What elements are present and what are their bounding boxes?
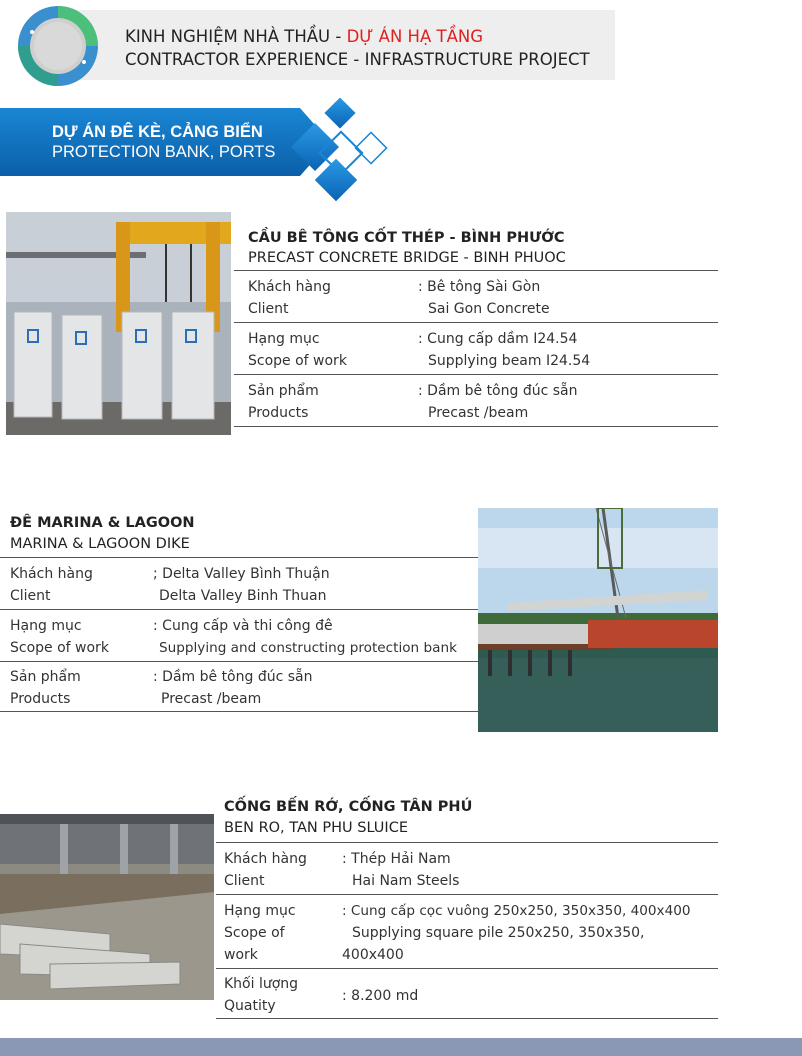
value-client-en: Delta Valley Binh Thuan <box>159 588 327 604</box>
value-products-en: Precast /beam <box>161 691 262 707</box>
label-products-en: Products <box>248 405 309 421</box>
divider <box>234 426 718 427</box>
divider <box>0 609 478 610</box>
divider <box>0 661 478 662</box>
divider <box>216 894 718 895</box>
value-products-en: Precast /beam <box>428 405 529 421</box>
value-scope-en-2: 400x400 <box>342 947 404 963</box>
header-title-en: CONTRACTOR EXPERIENCE - INFRASTRUCTURE PROJECT <box>125 50 590 69</box>
divider <box>234 374 718 375</box>
project-1-title-en: PRECAST CONCRETE BRIDGE - BINH PHUOC <box>248 250 566 266</box>
label-scope-vi: Hạng mục <box>10 618 82 634</box>
value-client-vi: : Bê tông Sài Gòn <box>418 279 541 295</box>
label-scope-vi: Hạng mục <box>248 331 320 347</box>
value-client-vi: ; Delta Valley Bình Thuận <box>153 566 330 582</box>
label-scope-en: Scope of work <box>248 353 347 369</box>
section-title-en: PROTECTION BANK, PORTS <box>52 143 276 161</box>
header-title-vi: KINH NGHIỆM NHÀ THẦU - <box>125 27 347 46</box>
label-scope-en: Scope of <box>224 925 285 941</box>
photo-precast-beams <box>6 212 231 435</box>
divider <box>0 711 478 712</box>
label-quantity-en: Quatity <box>224 998 276 1014</box>
divider <box>234 270 718 271</box>
value-scope-vi: : Cung cấp và thi công đê <box>153 618 333 634</box>
label-client-vi: Khách hàng <box>224 851 307 867</box>
label-client-vi: Khách hàng <box>10 566 93 582</box>
value-products-vi: : Dầm bê tông đúc sẵn <box>418 383 578 399</box>
photo-marina-dike <box>478 508 718 732</box>
project-2-title-vi: ĐÊ MARINA & LAGOON <box>10 515 195 531</box>
section-title <box>52 122 275 162</box>
project-1-title-vi: CẦU BÊ TÔNG CỐT THÉP - BÌNH PHƯỚC <box>248 230 565 246</box>
label-client-vi: Khách hàng <box>248 279 331 295</box>
value-scope-vi: : Cung cấp dầm I24.54 <box>418 331 578 347</box>
company-logo <box>14 2 102 90</box>
label-client-en: Client <box>224 873 265 889</box>
label-products-vi: Sản phẩm <box>10 669 81 685</box>
label-client-en: Client <box>248 301 289 317</box>
value-scope-vi: : Cung cấp cọc vuông 250x250, 350x350, 400x400 <box>342 903 691 919</box>
value-scope-en: Supplying beam I24.54 <box>428 353 591 369</box>
value-quantity: : 8.200 md <box>342 988 419 1004</box>
project-2-title-en: MARINA & LAGOON DIKE <box>10 536 190 552</box>
divider <box>216 842 718 843</box>
header-title <box>125 25 590 71</box>
value-scope-en: Supplying square pile 250x250, 350x350, <box>352 925 645 941</box>
value-client-en: Hai Nam Steels <box>352 873 460 889</box>
divider <box>216 1018 718 1019</box>
label-quantity-vi: Khối lượng <box>224 976 299 992</box>
label-scope-en: Scope of work <box>10 640 109 656</box>
project-3-title-en: BEN RO, TAN PHU SLUICE <box>224 820 408 836</box>
value-products-vi: : Dầm bê tông đúc sẵn <box>153 669 313 685</box>
divider <box>216 968 718 969</box>
header-title-accent: DỰ ÁN HẠ TẦNG <box>346 27 483 46</box>
label-products-en: Products <box>10 691 71 707</box>
divider <box>234 322 718 323</box>
footer-bar <box>0 1038 802 1056</box>
value-scope-en: Supplying and constructing protection bank <box>159 640 457 656</box>
label-scope-en-2: work <box>224 947 258 963</box>
diamond-decoration <box>284 90 394 215</box>
photo-square-piles <box>0 814 214 1000</box>
value-client-vi: : Thép Hải Nam <box>342 851 451 867</box>
label-client-en: Client <box>10 588 51 604</box>
section-title-vi: DỰ ÁN ĐÊ KÈ, CẢNG BIỂN <box>52 123 263 141</box>
project-3-title-vi: CỐNG BẾN RỚ, CỐNG TÂN PHÚ <box>224 799 473 815</box>
divider <box>0 557 478 558</box>
value-client-en: Sai Gon Concrete <box>428 301 550 317</box>
label-products-vi: Sản phẩm <box>248 383 319 399</box>
label-scope-vi: Hạng mục <box>224 903 296 919</box>
